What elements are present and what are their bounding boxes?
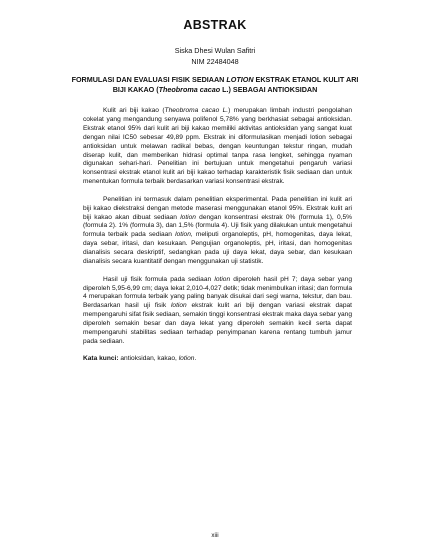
paragraph-text: meliputi organoleptis, pH, homogenitas, daya lekat, daya sebar, iritasi, dan kesukaan. Pengujian organoleptis, pH, iritasi, dan homogenitas dianalisis secara deskriptif, sedangkan pada uji daya lekat, daya sebar, dan kesukaan dianalisis secara kuantitatif dengan menggunakan uji statistik. [83, 231, 352, 266]
keywords-colon: : [116, 355, 119, 363]
paragraph-text: Kulit ari biji kakao ( [103, 107, 165, 114]
paragraph-2 [83, 196, 352, 267]
keywords [83, 355, 352, 364]
paragraph-text: ekstrak kulit ari biji dengan variasi ekstrak dapat mempengaruhi sifat fisik sediaan, semakin tinggi konsentrasi ekstrak maka daya sebar yang diperoleh semakin besar dan daya lekat yang diperoleh semakin kecil serta dapat mempengaruhi stabilitas sediaan terhadap penyimpanan karena rentang tumbuh jamur pada sediaan. [83, 302, 353, 345]
paragraph-text: Hasil uji fisik formula pada sediaan [103, 275, 215, 283]
lotion-term: lotion [180, 213, 196, 221]
student-id: NIM 22484048 [191, 57, 239, 66]
species-name: Theobroma cacao L. [164, 107, 229, 114]
paragraph-text: diperoleh hasil pH 7; daya sebar yang diperoleh 5,95-6,99 cm; daya lekat 2,010-4,027 detik; tidak menimbulkan iritasi; dan formula 4 merupakan formula terbaik yang paling banyak disukai dari segi warna, tekstur, dan bau. Berdasarkan hasil uji fisik [83, 275, 352, 310]
keywords-text: antioksidan, kakao, [118, 355, 179, 363]
paragraph-1 [83, 107, 352, 187]
paragraph-text: Penelitian ini termasuk dalam penelitian eksperimental. Pada penelitian ini kulit ari biji kakao diekstraksi dengan metode maserasi menggunakan etanol 95%. Ekstrak kulit ari biji kakao akan dibuat sediaan [83, 195, 352, 221]
page-number: xiii [211, 532, 219, 539]
title-lotion: LOTION [226, 75, 254, 84]
title-part: L.) SEBAGAI ANTIOKSIDAN [220, 85, 318, 94]
abstract-heading: ABSTRAK [183, 18, 247, 32]
keywords-end: . [194, 355, 197, 363]
title-species: Theobroma cacao [158, 85, 221, 94]
paragraph-text: ) merupakan limbah industri pengolahan cokelat yang mengandung senyawa polifenol 5,78% yang berkhasiat sebagai antioksidan. Ekstrak etanol 95% dari kulit ari biji kakao memiliki aktivitas antioksidan yang sangat kuat dengan nilai IC50 sebesar 49,89 ppm. Ekstrak ini diformulasikan menjadi lotion sebagai antioksidan untuk melawan radikal bebas, dengan keuntungan tekstur ringan, mudah diserap kulit, dan memberikan hidrasi optimal tanpa rasa lengket, sehingga nyaman digunakan sehari-hari. Penelitian ini bertujuan untuk mengetahui pengaruh variasi konsentrasi ekstrak etanol kulit ari biji kakao terhadap karakteristik fisik sediaan dan untuk menentukan formula terbaik berdasarkan variasi konsentrasi ekstrak. [83, 107, 352, 186]
lotion-term: lotion, [175, 231, 193, 239]
paragraph-text: dengan konsentrasi ekstrak 0% (formula 1), 0,5% (formula 2). 1% (formula 3), dan 1,5% (formula 4). Uji fisik yang dilakukan untuk mengetahui formula terbaik pada sediaan [83, 213, 352, 239]
lotion-term: lotion [170, 302, 187, 310]
paragraph-3 [83, 276, 352, 347]
keywords-label: Kata kunci [83, 355, 117, 363]
lotion-term: lotion [214, 275, 231, 283]
title-part: FORMULASI DAN EVALUASI FISIK SEDIAAN [71, 75, 227, 84]
keyword-lotion: lotion [178, 355, 195, 363]
title-part: EKSTRAK ETANOL KULIT ARI BIJI KAKAO ( [112, 75, 359, 94]
thesis-title [70, 75, 360, 95]
author-name: Siska Dhesi Wulan Safitri [174, 46, 256, 55]
abstract-body [83, 107, 352, 364]
